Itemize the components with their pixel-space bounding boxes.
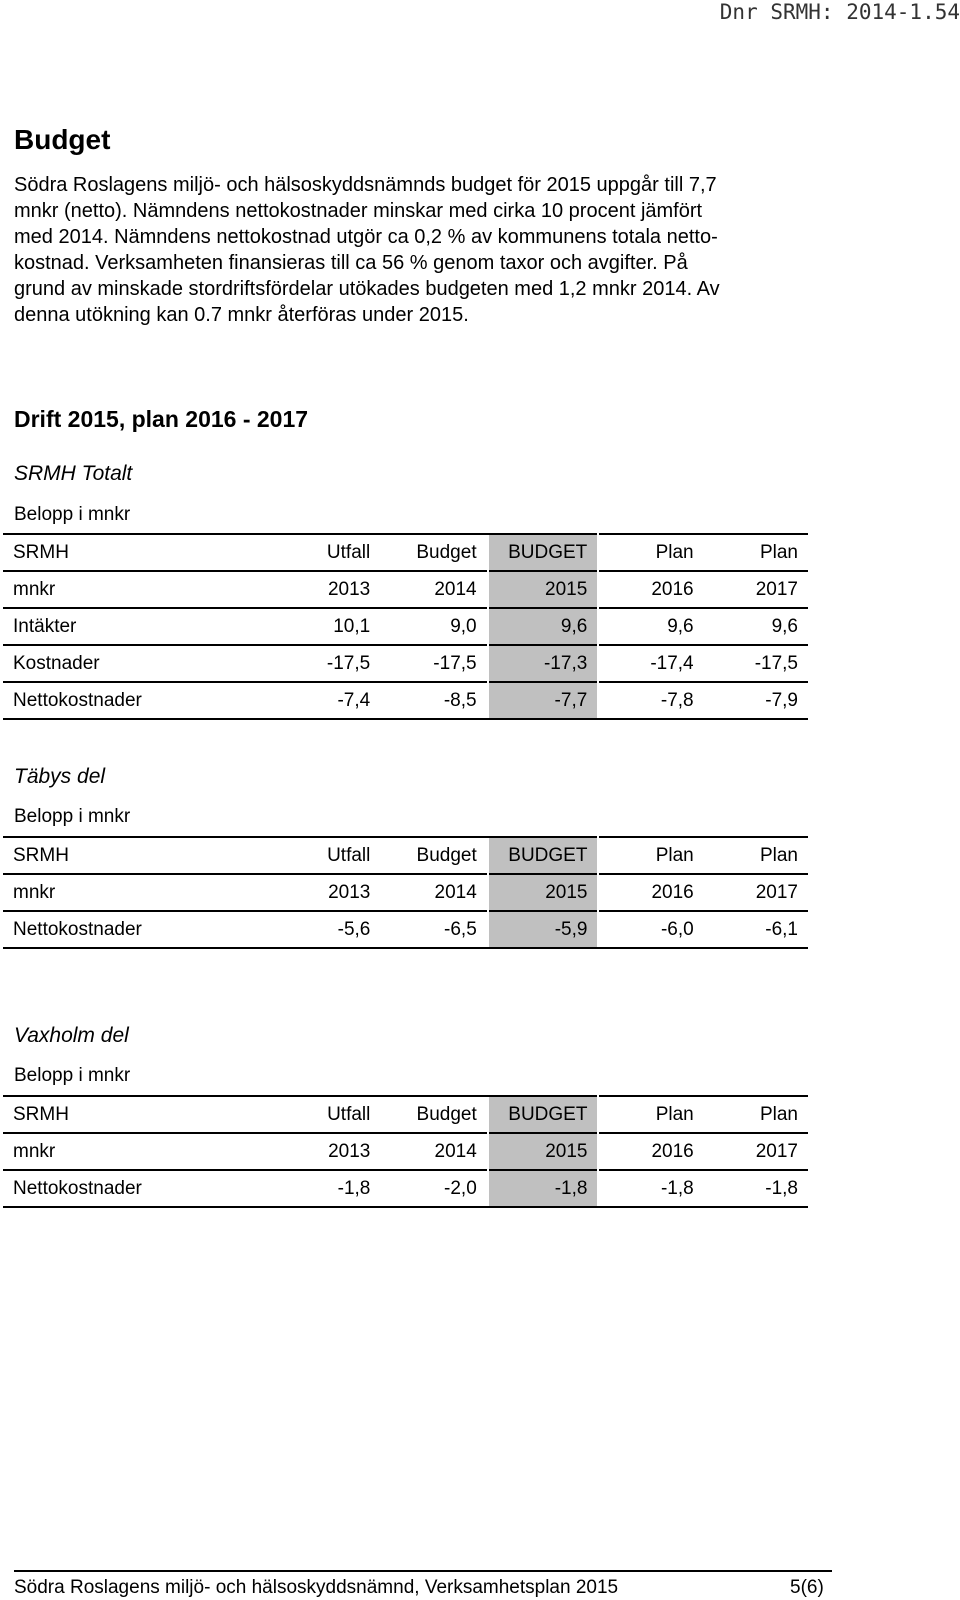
row-label: Kostnader bbox=[3, 645, 276, 682]
footer-text: Södra Roslagens miljö- och hälsoskyddsnämnd, Verksamhetsplan 2015 bbox=[14, 1577, 619, 1598]
header-cell: Plan bbox=[704, 534, 808, 571]
table-cell: -17,4 bbox=[598, 645, 703, 682]
header-cell: 2013 bbox=[276, 571, 380, 608]
header-cell: 2013 bbox=[276, 874, 380, 911]
header-cell: mnkr bbox=[3, 874, 276, 911]
header-cell: 2016 bbox=[598, 874, 703, 911]
header-cell: Utfall bbox=[276, 837, 380, 874]
row-label: Nettokostnader bbox=[3, 1170, 276, 1207]
intro-line: Södra Roslagens miljö- och hälsoskyddsnämnds budget för 2015 uppgår till 7,7 bbox=[14, 174, 717, 196]
header-cell: BUDGET bbox=[488, 1096, 599, 1133]
row-label: Intäkter bbox=[3, 608, 276, 645]
row-label: Nettokostnader bbox=[3, 682, 276, 719]
budget-table-taby bbox=[3, 836, 808, 949]
table-row bbox=[3, 608, 808, 645]
table-cell: 9,6 bbox=[488, 608, 599, 645]
header-cell: Utfall bbox=[276, 534, 380, 571]
header-cell: Budget bbox=[380, 534, 487, 571]
document-reference: Dnr SRMH: 2014-1.54 bbox=[719, 0, 960, 24]
table-cell: -6,5 bbox=[380, 911, 487, 948]
intro-line: kostnad. Verksamheten finansieras till ca 56 % genom taxor och avgifter. På bbox=[14, 252, 688, 274]
table-cell: -5,6 bbox=[276, 911, 380, 948]
table-cell: -17,3 bbox=[488, 645, 599, 682]
header-cell: 2014 bbox=[380, 571, 487, 608]
intro-line: denna utökning kan 0.7 mnkr återföras under 2015. bbox=[14, 304, 469, 326]
header-cell: Budget bbox=[380, 837, 487, 874]
table-cell: -5,9 bbox=[488, 911, 599, 948]
table-subtitle: SRMH Totalt bbox=[14, 462, 133, 485]
header-cell: SRMH bbox=[3, 1096, 276, 1133]
header-cell: 2015 bbox=[488, 1133, 599, 1170]
table-header-row bbox=[3, 534, 808, 571]
unit-label: Belopp i mnkr bbox=[14, 1065, 131, 1086]
intro-line: grund av minskade stordriftsfördelar utökades budgeten med 1,2 mnkr 2014. Av bbox=[14, 278, 720, 300]
table-cell: -1,8 bbox=[704, 1170, 808, 1207]
budget-table-total bbox=[3, 533, 808, 720]
header-cell: mnkr bbox=[3, 1133, 276, 1170]
header-cell: Plan bbox=[598, 837, 703, 874]
section-heading: Drift 2015, plan 2016 - 2017 bbox=[14, 406, 309, 432]
table-cell: -1,8 bbox=[598, 1170, 703, 1207]
table-cell: -17,5 bbox=[704, 645, 808, 682]
table-cell: -17,5 bbox=[276, 645, 380, 682]
footer-divider bbox=[14, 1570, 832, 1572]
table-row bbox=[3, 1170, 808, 1207]
header-cell: 2017 bbox=[704, 874, 808, 911]
header-cell: 2015 bbox=[488, 874, 599, 911]
page-number: 5(6) bbox=[790, 1577, 824, 1598]
page-title: Budget bbox=[14, 124, 111, 155]
table-cell: -7,8 bbox=[598, 682, 703, 719]
table-header-row bbox=[3, 1096, 808, 1133]
header-cell: BUDGET bbox=[488, 534, 599, 571]
header-cell: SRMH bbox=[3, 534, 276, 571]
header-cell: Plan bbox=[598, 1096, 703, 1133]
table-subtitle: Vaxholm del bbox=[14, 1024, 129, 1047]
table-row bbox=[3, 682, 808, 719]
unit-label: Belopp i mnkr bbox=[14, 806, 131, 827]
table-header-row bbox=[3, 837, 808, 874]
intro-line: med 2014. Nämndens nettokostnad utgör ca 0,2 % av kommunens totala netto- bbox=[14, 226, 718, 248]
header-cell: Plan bbox=[704, 837, 808, 874]
intro-paragraph bbox=[14, 172, 824, 328]
table-subtitle: Täbys del bbox=[14, 765, 106, 788]
header-cell: 2013 bbox=[276, 1133, 380, 1170]
table-header-row bbox=[3, 1133, 808, 1170]
table-cell: -1,8 bbox=[276, 1170, 380, 1207]
header-cell: 2016 bbox=[598, 571, 703, 608]
header-cell: Utfall bbox=[276, 1096, 380, 1133]
table-cell: -17,5 bbox=[380, 645, 487, 682]
budget-table-vaxholm bbox=[3, 1095, 808, 1208]
table-header-row bbox=[3, 571, 808, 608]
header-cell: 2015 bbox=[488, 571, 599, 608]
header-cell: Plan bbox=[598, 534, 703, 571]
header-cell: 2017 bbox=[704, 571, 808, 608]
table-cell: -7,7 bbox=[488, 682, 599, 719]
header-cell: 2014 bbox=[380, 1133, 487, 1170]
table-cell: -6,0 bbox=[598, 911, 703, 948]
row-label: Nettokostnader bbox=[3, 911, 276, 948]
header-cell: Budget bbox=[380, 1096, 487, 1133]
unit-label: Belopp i mnkr bbox=[14, 504, 131, 525]
table-header-row bbox=[3, 874, 808, 911]
header-cell: SRMH bbox=[3, 837, 276, 874]
table-cell: 10,1 bbox=[276, 608, 380, 645]
table-cell: -2,0 bbox=[380, 1170, 487, 1207]
header-cell: 2017 bbox=[704, 1133, 808, 1170]
table-cell: -1,8 bbox=[488, 1170, 599, 1207]
header-cell: 2014 bbox=[380, 874, 487, 911]
table-cell: -6,1 bbox=[704, 911, 808, 948]
header-cell: mnkr bbox=[3, 571, 276, 608]
header-cell: Plan bbox=[704, 1096, 808, 1133]
table-cell: 9,6 bbox=[704, 608, 808, 645]
table-cell: -7,4 bbox=[276, 682, 380, 719]
table-cell: 9,6 bbox=[598, 608, 703, 645]
table-cell: 9,0 bbox=[380, 608, 487, 645]
table-cell: -7,9 bbox=[704, 682, 808, 719]
table-cell: -8,5 bbox=[380, 682, 487, 719]
header-cell: 2016 bbox=[598, 1133, 703, 1170]
table-row bbox=[3, 911, 808, 948]
header-cell: BUDGET bbox=[488, 837, 599, 874]
intro-line: mnkr (netto). Nämndens nettokostnader minskar med cirka 10 procent jämfört bbox=[14, 200, 703, 222]
table-row bbox=[3, 645, 808, 682]
